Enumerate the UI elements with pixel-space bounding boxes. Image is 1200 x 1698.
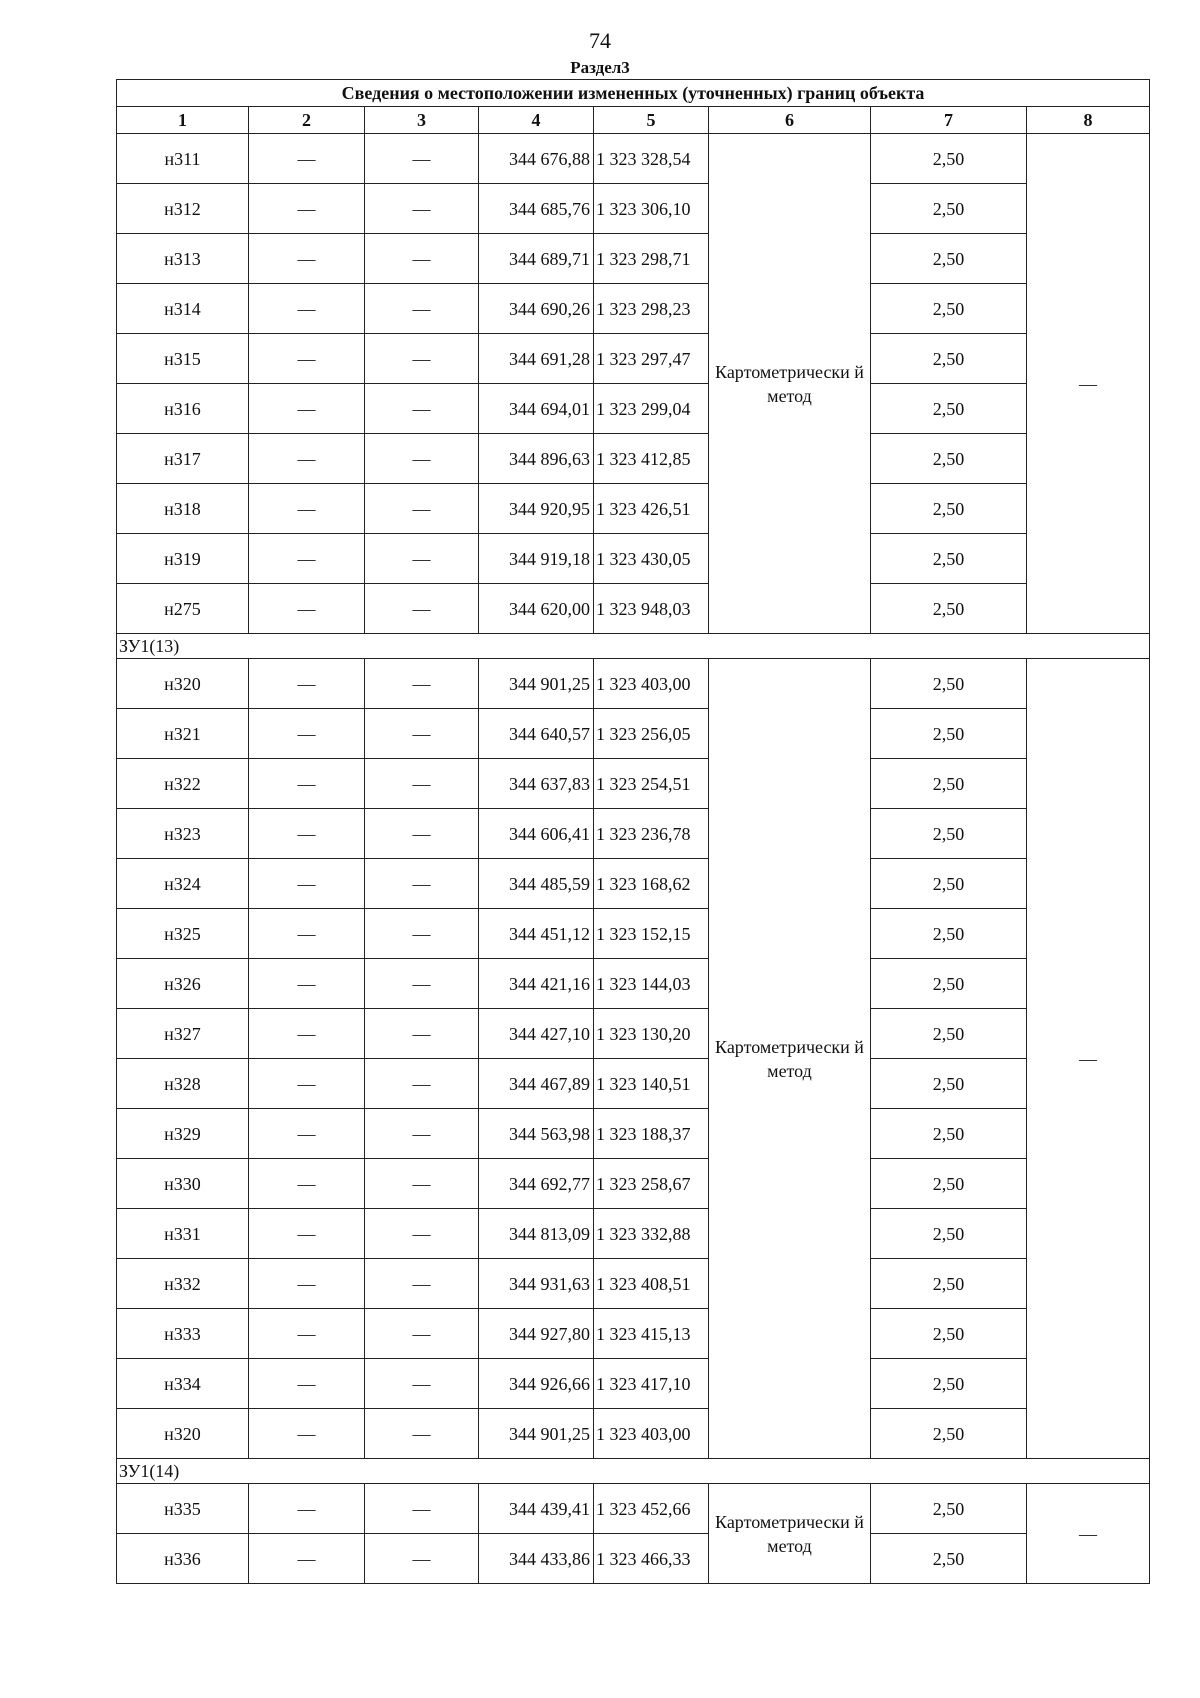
accuracy-cell: 2,50 <box>871 334 1027 384</box>
y-coordinate-cell: 1 323 258,67 <box>594 1159 709 1209</box>
y-coordinate-cell: 1 323 297,47 <box>594 334 709 384</box>
accuracy-cell: 2,50 <box>871 434 1027 484</box>
y-coordinate-cell: 1 323 466,33 <box>594 1534 709 1584</box>
dash-cell: — <box>365 484 479 534</box>
dash-cell: — <box>249 1484 365 1534</box>
dash-cell: — <box>249 1109 365 1159</box>
point-id-cell: н332 <box>117 1259 249 1309</box>
accuracy-cell: 2,50 <box>871 959 1027 1009</box>
y-coordinate-cell: 1 323 412,85 <box>594 434 709 484</box>
x-coordinate-cell: 344 640,57 <box>479 709 594 759</box>
dash-cell: — <box>249 334 365 384</box>
table-row <box>117 1359 1150 1409</box>
column-8-cell: — <box>1027 134 1150 634</box>
y-coordinate-cell: 1 323 328,54 <box>594 134 709 184</box>
point-id-cell: н335 <box>117 1484 249 1534</box>
table-caption: Сведения о местоположении измененных (уточненных) границ объекта <box>117 80 1150 107</box>
point-id-cell: н275 <box>117 584 249 634</box>
table-row <box>117 1109 1150 1159</box>
dash-cell: — <box>365 759 479 809</box>
y-coordinate-cell: 1 323 298,71 <box>594 234 709 284</box>
dash-cell: — <box>249 184 365 234</box>
point-id-cell: н336 <box>117 1534 249 1584</box>
accuracy-cell: 2,50 <box>871 1409 1027 1459</box>
accuracy-cell: 2,50 <box>871 284 1027 334</box>
x-coordinate-cell: 344 467,89 <box>479 1059 594 1109</box>
y-coordinate-cell: 1 323 256,05 <box>594 709 709 759</box>
dash-cell: — <box>249 134 365 184</box>
table-row <box>117 384 1150 434</box>
table-row <box>117 759 1150 809</box>
y-coordinate-cell: 1 323 236,78 <box>594 809 709 859</box>
x-coordinate-cell: 344 606,41 <box>479 809 594 859</box>
x-coordinate-cell: 344 685,76 <box>479 184 594 234</box>
dash-cell: — <box>249 1359 365 1409</box>
point-id-cell: н324 <box>117 859 249 909</box>
accuracy-cell: 2,50 <box>871 1159 1027 1209</box>
table-row <box>117 1209 1150 1259</box>
x-coordinate-cell: 344 451,12 <box>479 909 594 959</box>
dash-cell: — <box>365 234 479 284</box>
table-row <box>117 709 1150 759</box>
x-coordinate-cell: 344 692,77 <box>479 1159 594 1209</box>
point-id-cell: н321 <box>117 709 249 759</box>
dash-cell: — <box>249 234 365 284</box>
x-coordinate-cell: 344 901,25 <box>479 1409 594 1459</box>
column-header-row <box>117 107 1150 134</box>
column-header: 2 <box>249 107 365 134</box>
dash-cell: — <box>365 1484 479 1534</box>
y-coordinate-cell: 1 323 403,00 <box>594 1409 709 1459</box>
accuracy-cell: 2,50 <box>871 1109 1027 1159</box>
column-header: 7 <box>871 107 1027 134</box>
method-cell: Картометрически й метод <box>709 1484 871 1584</box>
accuracy-cell: 2,50 <box>871 1359 1027 1409</box>
column-header: 8 <box>1027 107 1150 134</box>
point-id-cell: н329 <box>117 1109 249 1159</box>
y-coordinate-cell: 1 323 452,66 <box>594 1484 709 1534</box>
dash-cell: — <box>249 1009 365 1059</box>
y-coordinate-cell: 1 323 130,20 <box>594 1009 709 1059</box>
table-row <box>117 1159 1150 1209</box>
accuracy-cell: 2,50 <box>871 1059 1027 1109</box>
table-row <box>117 1059 1150 1109</box>
dash-cell: — <box>365 434 479 484</box>
point-id-cell: н333 <box>117 1309 249 1359</box>
column-header: 5 <box>594 107 709 134</box>
group-label-row <box>117 1459 1150 1484</box>
column-header: 1 <box>117 107 249 134</box>
point-id-cell: н331 <box>117 1209 249 1259</box>
x-coordinate-cell: 344 927,80 <box>479 1309 594 1359</box>
accuracy-cell: 2,50 <box>871 184 1027 234</box>
y-coordinate-cell: 1 323 298,23 <box>594 284 709 334</box>
dash-cell: — <box>249 284 365 334</box>
dash-cell: — <box>365 659 479 709</box>
section-title: Раздел3 <box>570 58 630 77</box>
dash-cell: — <box>249 584 365 634</box>
point-id-cell: н320 <box>117 1409 249 1459</box>
table-row <box>117 1534 1150 1584</box>
dash-cell: — <box>249 659 365 709</box>
accuracy-cell: 2,50 <box>871 234 1027 284</box>
table-row <box>117 859 1150 909</box>
y-coordinate-cell: 1 323 332,88 <box>594 1209 709 1259</box>
table-row <box>117 134 1150 184</box>
table-row <box>117 1259 1150 1309</box>
x-coordinate-cell: 344 919,18 <box>479 534 594 584</box>
dash-cell: — <box>249 1159 365 1209</box>
table-row <box>117 434 1150 484</box>
table-row <box>117 1484 1150 1534</box>
column-8-cell: — <box>1027 1484 1150 1584</box>
point-id-cell: н328 <box>117 1059 249 1109</box>
column-header: 3 <box>365 107 479 134</box>
point-id-cell: н320 <box>117 659 249 709</box>
table-row <box>117 484 1150 534</box>
point-id-cell: н330 <box>117 1159 249 1209</box>
group-label: ЗУ1(13) <box>117 634 1150 659</box>
x-coordinate-cell: 344 694,01 <box>479 384 594 434</box>
dash-cell: — <box>365 584 479 634</box>
accuracy-cell: 2,50 <box>871 534 1027 584</box>
column-8-cell: — <box>1027 659 1150 1459</box>
dash-cell: — <box>249 759 365 809</box>
accuracy-cell: 2,50 <box>871 384 1027 434</box>
dash-cell: — <box>249 959 365 1009</box>
table-row <box>117 334 1150 384</box>
y-coordinate-cell: 1 323 403,00 <box>594 659 709 709</box>
point-id-cell: н312 <box>117 184 249 234</box>
dash-cell: — <box>365 184 479 234</box>
y-coordinate-cell: 1 323 168,62 <box>594 859 709 909</box>
dash-cell: — <box>365 1109 479 1159</box>
dash-cell: — <box>249 1259 365 1309</box>
x-coordinate-cell: 344 901,25 <box>479 659 594 709</box>
y-coordinate-cell: 1 323 152,15 <box>594 909 709 959</box>
page-number: 74 <box>589 28 611 53</box>
dash-cell: — <box>365 1359 479 1409</box>
method-cell: Картометрически й метод <box>709 659 871 1459</box>
x-coordinate-cell: 344 813,09 <box>479 1209 594 1259</box>
point-id-cell: н318 <box>117 484 249 534</box>
point-id-cell: н319 <box>117 534 249 584</box>
x-coordinate-cell: 344 427,10 <box>479 1009 594 1059</box>
point-id-cell: н327 <box>117 1009 249 1059</box>
dash-cell: — <box>365 1009 479 1059</box>
y-coordinate-cell: 1 323 140,51 <box>594 1059 709 1109</box>
table-caption-row <box>117 80 1150 107</box>
x-coordinate-cell: 344 690,26 <box>479 284 594 334</box>
x-coordinate-cell: 344 920,95 <box>479 484 594 534</box>
dash-cell: — <box>249 1409 365 1459</box>
y-coordinate-cell: 1 323 415,13 <box>594 1309 709 1359</box>
dash-cell: — <box>365 334 479 384</box>
column-header: 6 <box>709 107 871 134</box>
accuracy-cell: 2,50 <box>871 1484 1027 1534</box>
table-row <box>117 534 1150 584</box>
accuracy-cell: 2,50 <box>871 1009 1027 1059</box>
accuracy-cell: 2,50 <box>871 909 1027 959</box>
dash-cell: — <box>365 709 479 759</box>
dash-cell: — <box>365 1159 479 1209</box>
point-id-cell: н322 <box>117 759 249 809</box>
point-id-cell: н325 <box>117 909 249 959</box>
point-id-cell: н323 <box>117 809 249 859</box>
accuracy-cell: 2,50 <box>871 809 1027 859</box>
accuracy-cell: 2,50 <box>871 659 1027 709</box>
table-row <box>117 284 1150 334</box>
dash-cell: — <box>249 809 365 859</box>
table-row <box>117 1009 1150 1059</box>
x-coordinate-cell: 344 689,71 <box>479 234 594 284</box>
table-row <box>117 1309 1150 1359</box>
dash-cell: — <box>249 1209 365 1259</box>
accuracy-cell: 2,50 <box>871 759 1027 809</box>
dash-cell: — <box>249 1534 365 1584</box>
group-label: ЗУ1(14) <box>117 1459 1150 1484</box>
accuracy-cell: 2,50 <box>871 1259 1027 1309</box>
dash-cell: — <box>365 859 479 909</box>
x-coordinate-cell: 344 421,16 <box>479 959 594 1009</box>
y-coordinate-cell: 1 323 417,10 <box>594 1359 709 1409</box>
point-id-cell: н334 <box>117 1359 249 1409</box>
point-id-cell: н311 <box>117 134 249 184</box>
y-coordinate-cell: 1 323 430,05 <box>594 534 709 584</box>
dash-cell: — <box>365 534 479 584</box>
accuracy-cell: 2,50 <box>871 1309 1027 1359</box>
accuracy-cell: 2,50 <box>871 1209 1027 1259</box>
group-label-row <box>117 634 1150 659</box>
y-coordinate-cell: 1 323 306,10 <box>594 184 709 234</box>
dash-cell: — <box>249 1309 365 1359</box>
x-coordinate-cell: 344 931,63 <box>479 1259 594 1309</box>
dash-cell: — <box>365 1409 479 1459</box>
point-id-cell: н313 <box>117 234 249 284</box>
table-row <box>117 659 1150 709</box>
x-coordinate-cell: 344 563,98 <box>479 1109 594 1159</box>
table-row <box>117 1409 1150 1459</box>
y-coordinate-cell: 1 323 188,37 <box>594 1109 709 1159</box>
accuracy-cell: 2,50 <box>871 1534 1027 1584</box>
dash-cell: — <box>365 1209 479 1259</box>
accuracy-cell: 2,50 <box>871 484 1027 534</box>
table-row <box>117 234 1150 284</box>
dash-cell: — <box>365 909 479 959</box>
dash-cell: — <box>365 384 479 434</box>
x-coordinate-cell: 344 439,41 <box>479 1484 594 1534</box>
dash-cell: — <box>249 1059 365 1109</box>
y-coordinate-cell: 1 323 254,51 <box>594 759 709 809</box>
x-coordinate-cell: 344 433,86 <box>479 1534 594 1584</box>
boundary-coordinates-table <box>116 79 1150 1584</box>
dash-cell: — <box>249 709 365 759</box>
dash-cell: — <box>249 484 365 534</box>
dash-cell: — <box>365 1534 479 1584</box>
dash-cell: — <box>365 1059 479 1109</box>
y-coordinate-cell: 1 323 948,03 <box>594 584 709 634</box>
y-coordinate-cell: 1 323 299,04 <box>594 384 709 434</box>
dash-cell: — <box>365 1259 479 1309</box>
accuracy-cell: 2,50 <box>871 584 1027 634</box>
dash-cell: — <box>365 284 479 334</box>
x-coordinate-cell: 344 676,88 <box>479 134 594 184</box>
x-coordinate-cell: 344 691,28 <box>479 334 594 384</box>
accuracy-cell: 2,50 <box>871 134 1027 184</box>
point-id-cell: н315 <box>117 334 249 384</box>
y-coordinate-cell: 1 323 144,03 <box>594 959 709 1009</box>
dash-cell: — <box>365 1309 479 1359</box>
dash-cell: — <box>249 534 365 584</box>
dash-cell: — <box>365 959 479 1009</box>
dash-cell: — <box>249 859 365 909</box>
method-cell: Картометрически й метод <box>709 134 871 634</box>
x-coordinate-cell: 344 620,00 <box>479 584 594 634</box>
y-coordinate-cell: 1 323 408,51 <box>594 1259 709 1309</box>
dash-cell: — <box>365 809 479 859</box>
x-coordinate-cell: 344 896,63 <box>479 434 594 484</box>
accuracy-cell: 2,50 <box>871 709 1027 759</box>
dash-cell: — <box>365 134 479 184</box>
dash-cell: — <box>249 909 365 959</box>
point-id-cell: н317 <box>117 434 249 484</box>
x-coordinate-cell: 344 485,59 <box>479 859 594 909</box>
dash-cell: — <box>249 384 365 434</box>
point-id-cell: н316 <box>117 384 249 434</box>
point-id-cell: н314 <box>117 284 249 334</box>
table-row <box>117 959 1150 1009</box>
x-coordinate-cell: 344 926,66 <box>479 1359 594 1409</box>
point-id-cell: н326 <box>117 959 249 1009</box>
table-row <box>117 584 1150 634</box>
column-header: 4 <box>479 107 594 134</box>
x-coordinate-cell: 344 637,83 <box>479 759 594 809</box>
y-coordinate-cell: 1 323 426,51 <box>594 484 709 534</box>
table-row <box>117 184 1150 234</box>
table-row <box>117 809 1150 859</box>
dash-cell: — <box>249 434 365 484</box>
table-row <box>117 909 1150 959</box>
accuracy-cell: 2,50 <box>871 859 1027 909</box>
